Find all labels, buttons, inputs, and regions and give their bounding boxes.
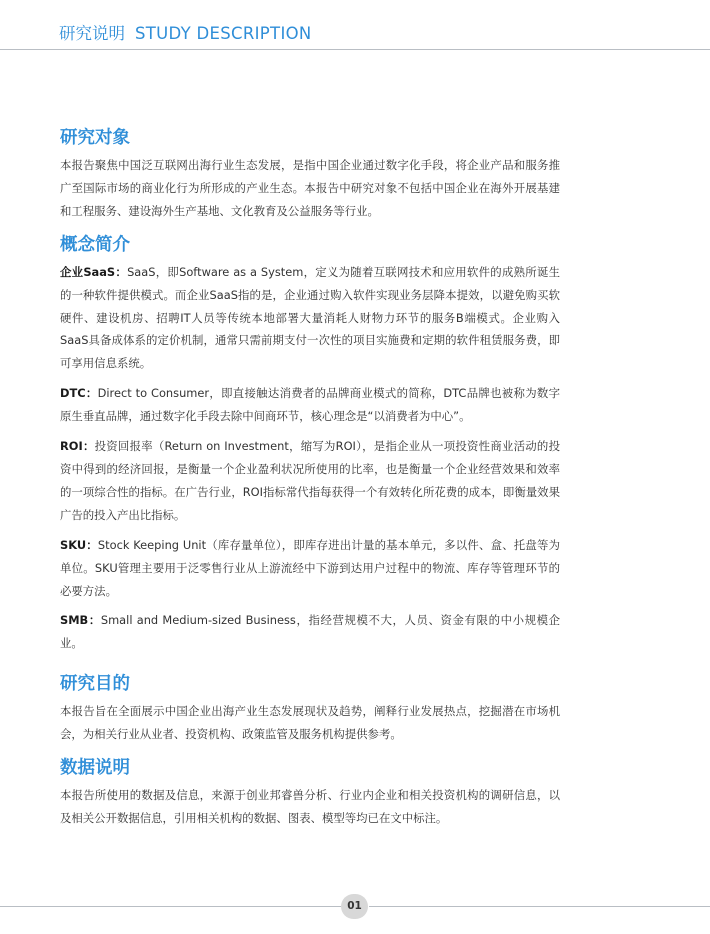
concept-text: 投资回报率（Return on Investment，缩写为ROI），是指企业从一项投资性商业活动的投资中得到的经济回报，是衡量一个企业盈利状况所使用的比率，也是衡量一个企业经营效果和效率的一项综合性的指标。在广告行业，ROI指标常代指每获得一个有效转化所花费的成本，即衡量效果广告的投入产出比指标。 [60, 439, 560, 522]
header-title-en: STUDY DESCRIPTION [135, 24, 312, 43]
page-number-badge: 01 [341, 894, 368, 919]
section-title-data-description: 数据说明 [60, 758, 130, 779]
concept-text: Small and Medium-sized Business，指经营规模不大，人员、资金有限的中小规模企业。 [60, 613, 560, 651]
concept-term: ROI： [60, 439, 95, 454]
section-title-concepts: 概念简介 [60, 234, 130, 255]
section-title-research-object: 研究对象 [60, 128, 130, 148]
header-title-cn: 研究说明 [59, 24, 125, 43]
section-research-purpose [60, 672, 560, 746]
concept-roi [60, 435, 560, 527]
page-header [0, 0, 710, 51]
section-title-research-purpose: 研究目的 [60, 674, 130, 695]
footer-divider-left [0, 906, 341, 907]
header-divider [0, 49, 710, 50]
concept-dtc [60, 382, 560, 428]
section-concepts [60, 233, 560, 656]
concept-text: Direct to Consumer，即直接触达消费者的品牌商业模式的简称，DTC品牌也被称为数字原生垂直品牌，通过数字化手段去除中间商环节，核心理念是“以消费者为中心”。 [60, 386, 560, 424]
section-body-data-description: 本报告所使用的数据及信息，来源于创业邦睿兽分析、行业内企业和相关投资机构的调研信息，以及相关公开数据信息，引用相关机构的数据、图表、模型等均已在文中标注。 [60, 788, 560, 825]
concept-sku [60, 534, 560, 603]
section-research-object [60, 126, 560, 223]
header-title [59, 22, 312, 46]
page-content [60, 126, 560, 830]
concept-text: SaaS，即Software as a System，定义为随着互联网技术和应用软件的成熟所诞生的一种软件提供模式。而企业SaaS指的是，企业通过购入软件实现业务层降本提效，以避免购买软硬件、建设机房、招聘IT人员等传统本地部署大量消耗人财物力环节的服务B端模式。企业购入SaaS具备成体系的定价机制，通常只需前期支付一次性的项目实施费和定期的软件租赁服务费，即可享用信息系统。 [60, 264, 561, 371]
footer-divider-right [369, 906, 710, 907]
concept-saas [60, 261, 560, 376]
concept-term: 企业SaaS： [60, 264, 128, 279]
concept-term: DTC： [60, 386, 98, 401]
section-body-research-purpose: 本报告旨在全面展示中国企业出海产业生态发展现状及趋势，阐释行业发展热点，挖掘潜在市场机会，为相关行业从业者、投资机构、政策监管及服务机构提供参考。 [60, 704, 560, 742]
concept-term: SMB： [60, 613, 101, 628]
concept-text: Stock Keeping Unit（库存量单位），即库存进出计量的基本单元，多以件、盒、托盘等为单位。SKU管理主要用于泛零售行业从上游流经中下游到达用户过程中的物流、库存等管理环节的必要方法。 [60, 537, 560, 598]
concept-term: SKU： [60, 537, 98, 552]
section-body-research-object: 本报告聚焦中国泛互联网出海行业生态发展，是指中国企业通过数字化手段，将企业产品和服务推广至国际市场的商业化行为所形成的产业生态。本报告中研究对象不包括中国企业在海外开展基建和工程服务、建设海外生产基地、文化教育及公益服务等行业。 [60, 158, 560, 218]
concept-smb [60, 609, 560, 655]
section-data-description [60, 756, 560, 830]
